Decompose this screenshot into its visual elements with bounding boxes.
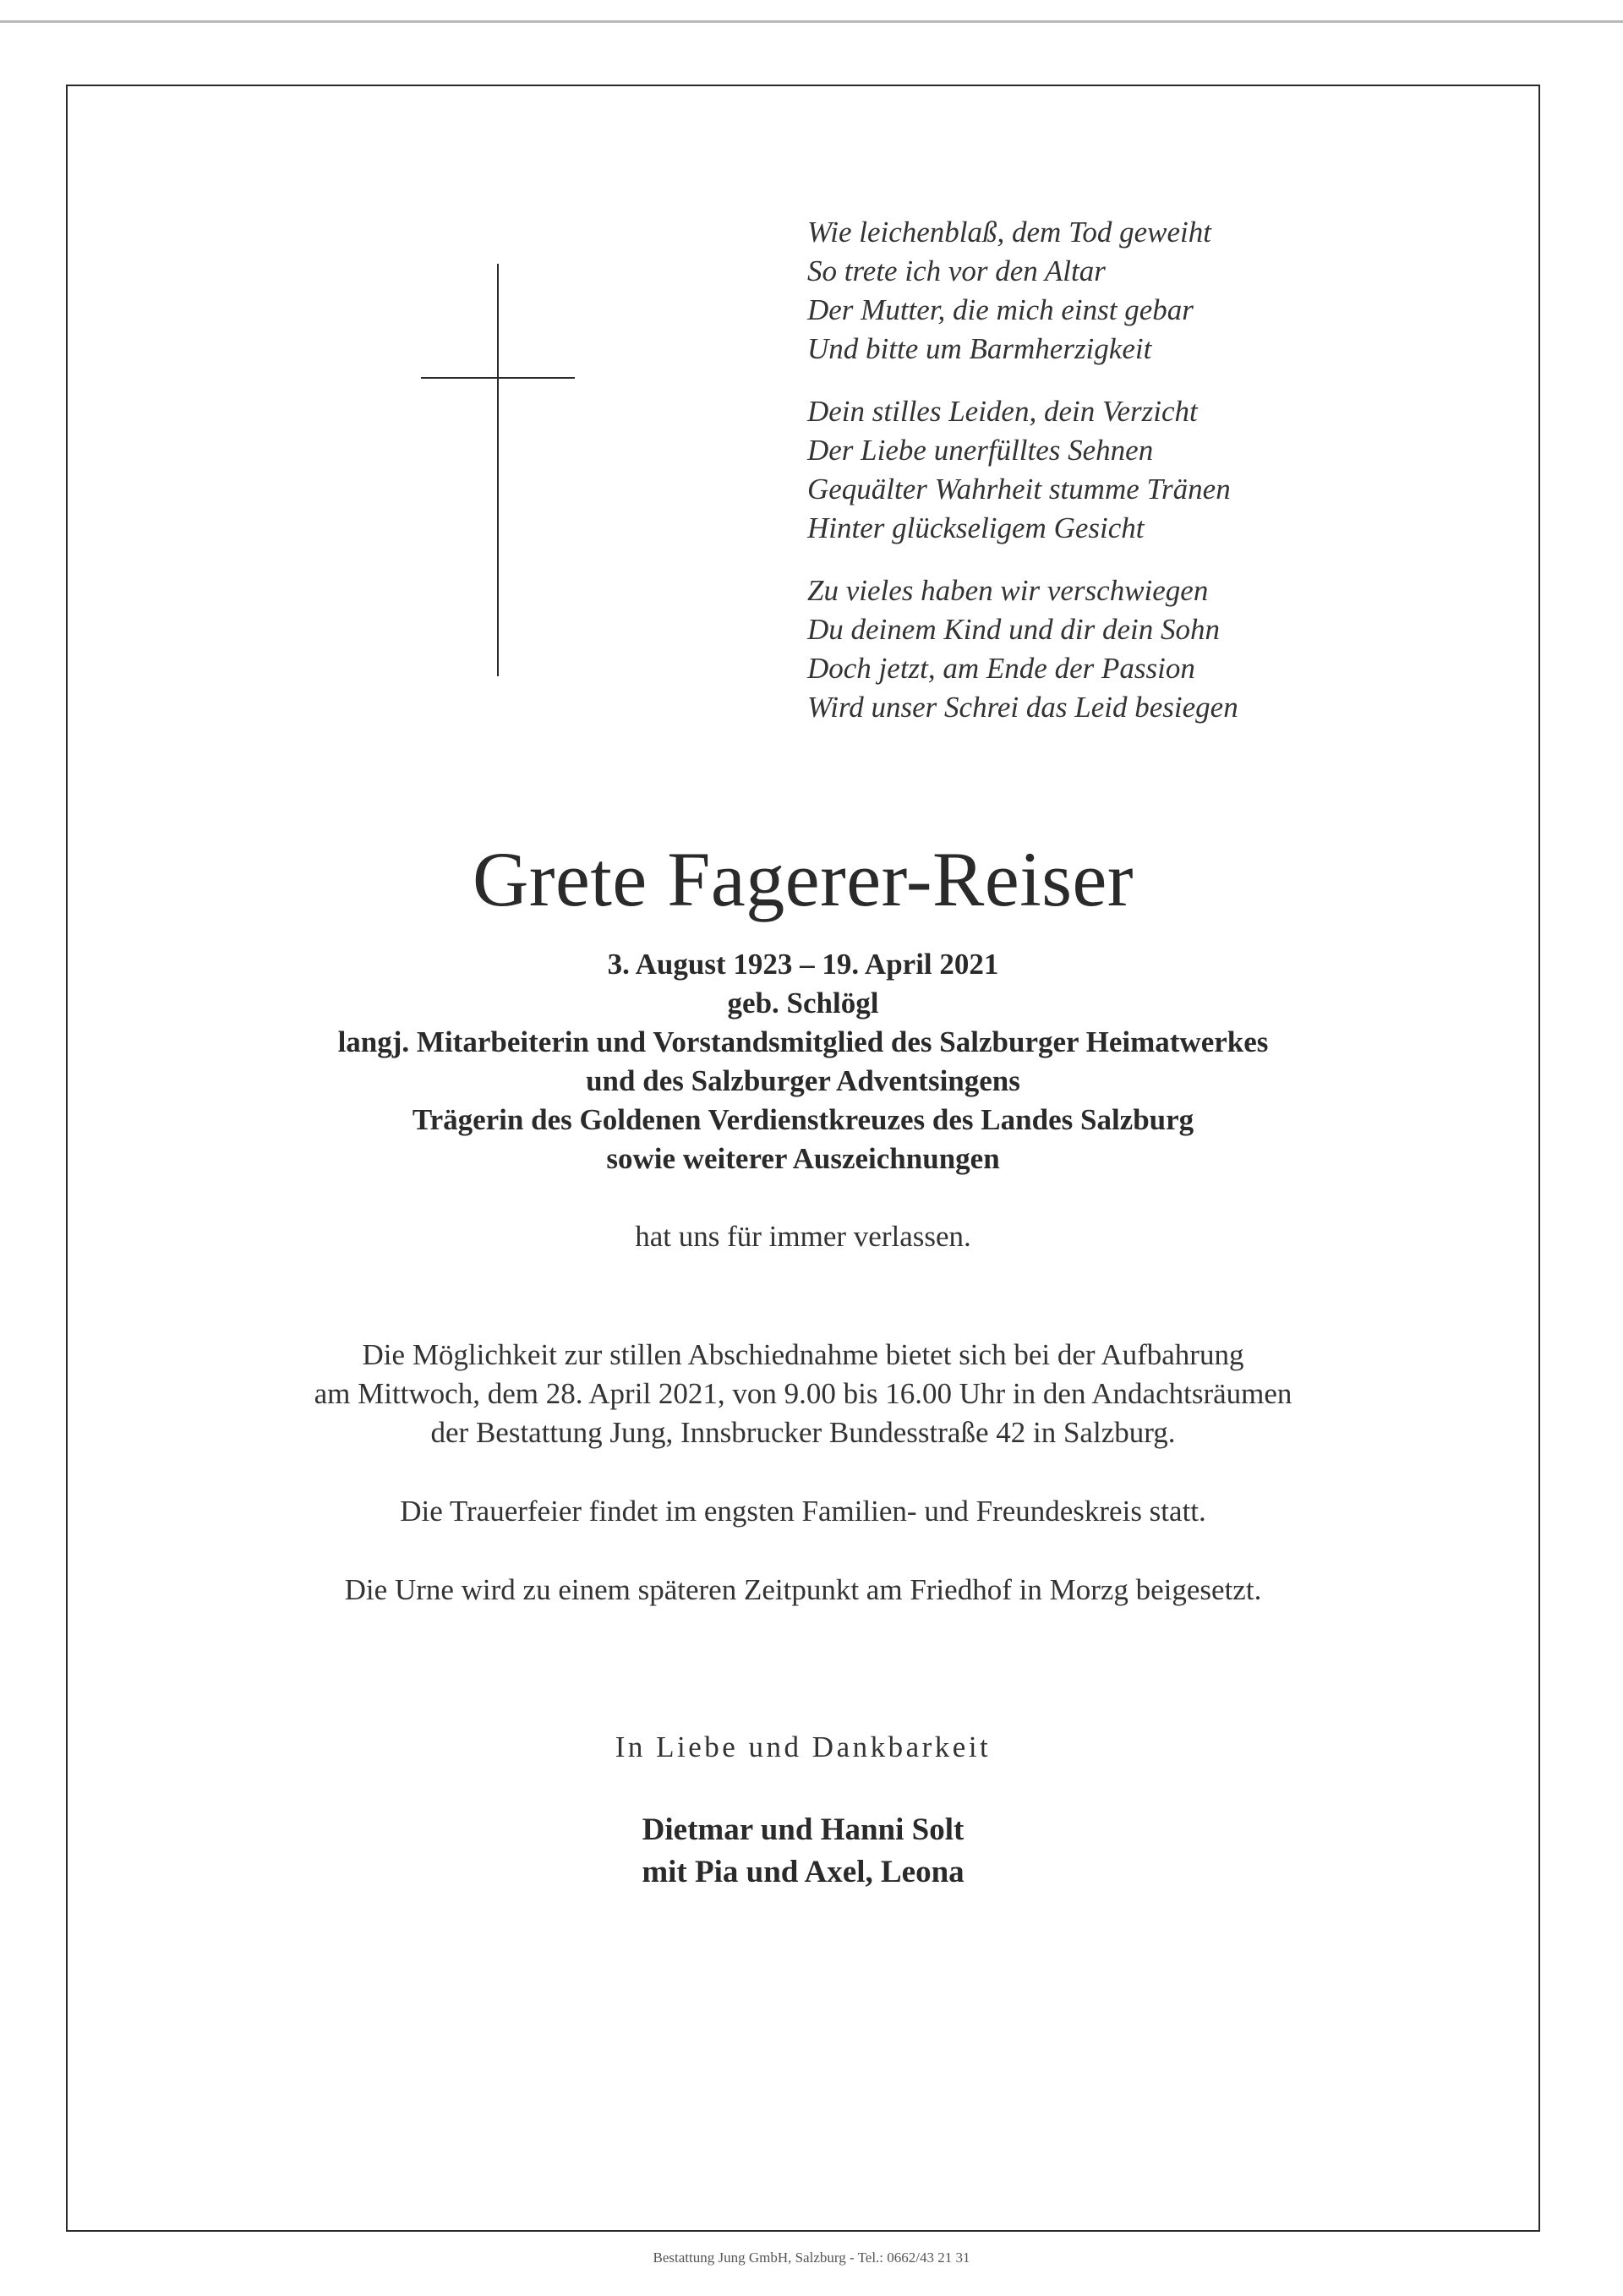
farewell-paragraph [66,1336,1540,1452]
cross-vertical-bar [497,264,499,676]
detail-line: und des Salzburger Adventsingens [586,1064,1020,1097]
scan-edge-line [0,20,1623,23]
poem-line: Hinter glückseligem Gesicht [807,511,1145,544]
poem-stanza-1 [807,213,1399,369]
poem-line: Wie leichenblaß, dem Tod geweiht [807,216,1211,249]
poem-line: Doch jetzt, am Ende der Passion [807,652,1195,685]
signers [66,1809,1540,1894]
poem-line: Der Mutter, die mich einst gebar [807,293,1194,326]
detail-line: langj. Mitarbeiterin und Vorstandsmitglied des Salzburger Heimatwerkes [337,1025,1269,1058]
footer-imprint: Bestattung Jung GmbH, Salzburg - Tel.: 0662/43 21 31 [653,2250,970,2266]
dedication-text: In Liebe und Dankbarkeit [615,1730,992,1763]
maiden-name: geb. Schlögl [727,987,879,1020]
detail-line: sowie weiterer Auszeichnungen [606,1142,1000,1175]
poem-line: Du deinem Kind und dir dein Sohn [807,613,1221,646]
deceased-name: Grete Fagerer-Reiser [472,836,1134,922]
farewell-line: am Mittwoch, dem 28. April 2021, von 9.00 bis 16.00 Uhr in den Andachtsräumen [314,1377,1292,1410]
poem-line: Zu vieles haben wir verschwiegen [807,574,1209,607]
detail-line: Trägerin des Goldenen Verdienstkreuzes des Landes Salzburg [412,1103,1194,1136]
cross-horizontal-bar [421,377,575,379]
poem [807,213,1399,751]
poem-stanza-3 [807,571,1399,727]
poem-line: Dein stilles Leiden, dein Verzicht [807,395,1198,428]
ceremony-paragraph: Die Trauerfeier findet im engsten Familien- und Freundeskreis statt. [400,1495,1206,1528]
poem-line: So trete ich vor den Altar [807,254,1106,287]
urn-paragraph: Die Urne wird zu einem späteren Zeitpunkt am Friedhof in Morzg beigesetzt. [344,1573,1262,1606]
poem-line: Gequälter Wahrheit stumme Tränen [807,473,1231,506]
farewell-line: Die Möglichkeit zur stillen Abschiednahme bietet sich bei der Aufbahrung [362,1338,1244,1371]
poem-stanza-2 [807,392,1399,548]
poem-line: Der Liebe unerfülltes Sehnen [807,434,1154,467]
signer-line: Dietmar und Hanni Solt [642,1812,965,1847]
life-dates: 3. August 1923 – 19. April 2021 [607,948,999,981]
farewell-line: der Bestattung Jung, Innsbrucker Bundesstraße 42 in Salzburg. [430,1416,1176,1449]
poem-line: Wird unser Schrei das Leid besiegen [807,691,1238,724]
poem-line: Und bitte um Barmherzigkeit [807,332,1152,365]
signer-line: mit Pia und Axel, Leona [642,1855,965,1889]
deceased-details [66,945,1540,1178]
left-us-text: hat uns für immer verlassen. [635,1220,971,1253]
